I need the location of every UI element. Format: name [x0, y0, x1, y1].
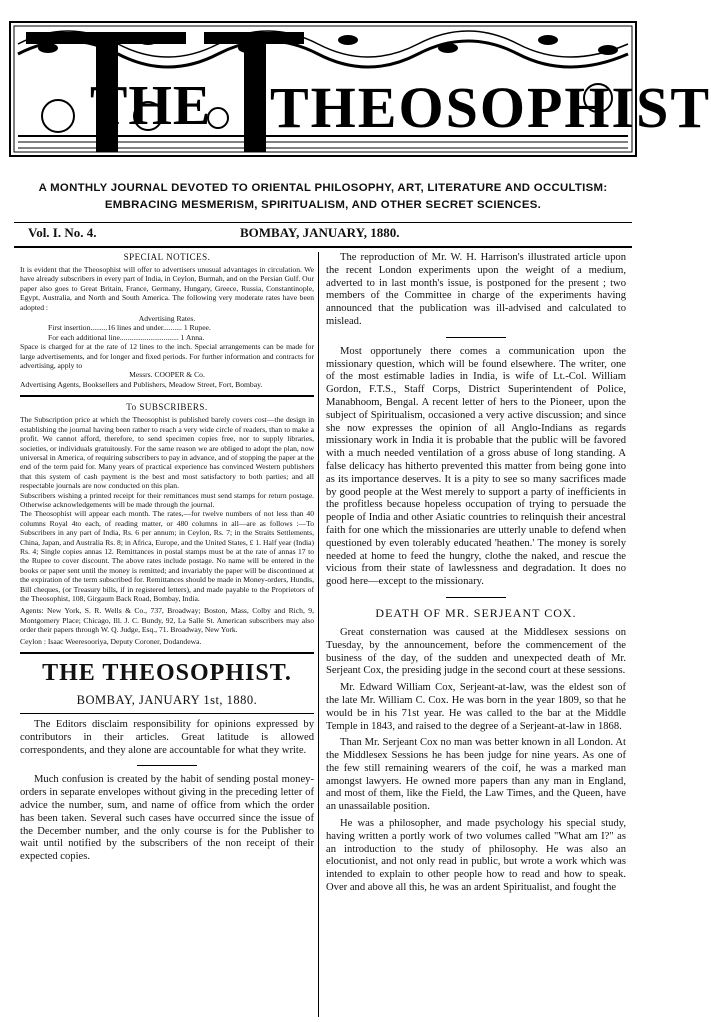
short-rule [446, 337, 506, 338]
harrison-article-note: The reproduction of Mr. W. H. Harrison's illustrated article upon the recent London experiments upon the weight of a medium, adverted to in last month's issue, is postponed for the present ; two members of the Committee in charge of the experiments having announced that the publication was ill-advised and calculated to mislead. [326, 252, 626, 327]
death-article-p4: He was a philosopher, and made psychology his special study, having written a portly work of two volumes called "What am I?" as an introduction to the study of philosophy. He was also an elocutionist, and not only read in public, but wrote a work which was intended to explain to other people how to read and how to speak. Over and above all this, he was an ardent Spiritualist, and fought the [326, 818, 626, 894]
section-separator [20, 395, 314, 397]
main-title: THE THEOSOPHIST. [42, 660, 292, 687]
section-separator [20, 652, 314, 654]
issue-place-date: BOMBAY, JANUARY, 1880. [240, 225, 400, 240]
rates-text: The Theosophist will appear each month. The rates,—for twelve numbers of not less than 40 columns Royal 4to each, of reading matter, or 480 columns in all—are as follows :—To Subscribers in any part of India, Rs. 6 per annum; in Ceylon, Rs. 7; in the Straits Settlements, China, Japan, and Australia Rs. 8; in Africa, Europe, and the United States, £ 1. Half year (India) Rs. 4; Single copies annas 12. Remittances in postal stamps must be at the rate of annas 17 to the Rupee to cover discount. The above rates include postage. No name will be entered in the books or paper sent until the money is remitted; and invariably the paper will be discontinued at the expiration of the term subscribed for. Remittances should be made in Money-orders, Hundis, Bill cheques, (or Treasury bills, if in registered letters), and made payable to the Proprietors of the Theosophist, 108, Girgaum Back Road, Bombay, India. [20, 509, 314, 603]
top-rule [14, 222, 632, 223]
short-rule [446, 597, 506, 598]
column-divider [318, 252, 319, 1017]
masthead [8, 8, 711, 168]
rate-first-insertion: First insertion.........16 lines and under.......... 1 Rupee. [48, 323, 211, 333]
editors-disclaimer: The Editors disclaim responsibility for opinions expressed by contributors in their articles. Great latitude is allowed correspondents, and they alone are accountable for what they write. [20, 719, 314, 756]
advertising-rates-title: Advertising Rates. [138, 314, 196, 324]
issue-line [28, 225, 624, 245]
space-charge-text: Space is charged for at the rate of 12 lines to the inch. Special arrangements can be made for large advertisements, and for longer and fixed periods. For further information and contracts for advertising, apply to [20, 342, 314, 371]
agents-text: Agents: New York, S. R. Wells & Co., 737, Broadway; Boston, Mass, Colby and Rich, 9, Montgomery Place; Chicago, Ill. J. C. Bundy, 92, La Salle St. American subscribers may also order their papers through W. Q. Judge, Esq., 71. Broadway, New York. [20, 606, 314, 635]
advertising-agent-address: Advertising Agents, Booksellers and Publishers, Meadow Street, Fort, Bombay. [20, 379, 263, 389]
short-rule [137, 765, 197, 766]
receipt-text: Subscribers wishing a printed receipt for their remittances must send stamps for return postage. Otherwise acknowledgements will be made through the journal. [20, 490, 314, 509]
death-article-title: DEATH OF MR. SERJEANT COX. [375, 605, 577, 620]
subscription-price-text: The Subscription price at which the Theosophist is published barely covers cost—the design in establishing the journal having been rather to reach a very wide circle of readers, than to make a profit. We cannot afford, therefore, to send specimen copies free, nor to supply libraries, societies, or individuals gratuitously. For the same reason we are obliged to adopt the plan, now universal in America, of requiring subscribers to pay in advance, and of stopping the paper at the end of the term paid for. Many years of practical experience has convinced Western publishers that this system of cash payment is the best and most satisfactory to both parties; and all respectable journals are now conducted on this plan. [20, 415, 314, 491]
left-column [20, 252, 314, 868]
volume-number: Vol. I. No. 4. [28, 225, 97, 240]
masthead-the: THE [90, 75, 212, 137]
subscribers-title: To SUBSCRIBERS. [126, 402, 208, 413]
masthead-title: THEOSOPHIST [270, 75, 711, 140]
main-dateline: BOMBAY, JANUARY 1st, 1880. [76, 693, 258, 708]
advertising-agent-name: Messrs. COOPER & Co. [129, 370, 205, 380]
journal-subtitle: A MONTHLY JOURNAL DEVOTED TO ORIENTAL PHILOSOPHY, ART, LITERATURE AND OCCULTISM: EMBRACING MESMERISM, SPIRITUALISM, AND OTHER SECRET SCIENCES. [38, 182, 608, 211]
special-notices-text: It is evident that the Theosophist will offer to advertisers unusual advantages in circulation. We have already subscribers in every part of India, in Ceylon, Burmah, and on the Persian Gulf. Our paper also goes to Great Britain, France, Germany, Hungary, Greece, Russia, Constantinople, Egypt, Australia, and North and South America. The following very moderate rates have been adopted : [20, 265, 314, 312]
death-article-p3: Than Mr. Serjeant Cox no man was better known in all London. At the Middlesex Sessions he has been judge for nine years. As one of the few still remaining wearers of the coif, he was a marked man amongst lawyers. He owned more papers than any man in England, and most of them, like the Field, the Law Times, and the Queen, have an unassailable position. [326, 737, 626, 813]
header-rule [14, 246, 632, 248]
rate-additional-line: For each additional line............................... 1 Anna. [48, 332, 205, 342]
missionary-question-article: Most opportunely there comes a communication upon the missionary question, which will be found elsewhere. The writer, one of the most estimable ladies in India, is wife of Lt.-Col. William Gordon, F.T.S., Staff Corps, District Superintendent of Police, Manabhoom, Bengal. A recent letter of hers to the Pioneer, upon the subject of Spiritualism, occasioned a very active discussion; and since she now expresses the opinion of all Anglo-Indians as regards missionary work in India it is probable that the public will be favored with a much needed ventilation of a gross abuse of long standing. A false delicacy has hitherto prevented this matter from being gone into as its importance deserves. It is a pity to see so many sacrifices made by good people at the West merely to support a party of inefficients in the profitless because hopeless occupation of trying to persuade the people of India and other Asiatic countries to relinquish their ancestral faith for one which the missionaries are utterly unable to defend when questioned by even tolerably educated 'heathen.' The money is sorely needed at home to feed the hungry, clothe the naked, and rescue the vicious from their state of lawlessness and degradation. It does no good here—except to the missionary. [326, 345, 626, 588]
right-column [326, 252, 626, 899]
special-notices-title: SPECIAL NOTICES. [123, 252, 211, 262]
money-order-notice: Much confusion is created by the habit of sending postal money-orders in separate envelopes without giving in the preceding letter of advice the number, sum, and name of office from which the order has been taken. Several such cases have occurred since the issue of the December number, and the only course is for the Publisher to wait until notified by the subscribers of the non receipt of their expected copies. [20, 774, 314, 863]
dateline-rule [20, 713, 314, 714]
death-article-p1: Great consternation was caused at the Middlesex sessions on Tuesday, by the announcement, before the commencement of the business of the day, of the sudden and unexpected death of Mr. Serjeant Cox, the presiding judge in the second court at these sessions. [326, 626, 626, 677]
ceylon-agent-text: Ceylon : Isaac Weeresooriya, Deputy Coroner, Dodandewa. [20, 636, 202, 646]
death-article-p2: Mr. Edward William Cox, Serjeant-at-law, was the eldest son of the late Mr. William C. Cox. He was born in the year 1809, so that he would be in his 71st year. He was called to the bar at the Middle Temple in 1843, and raised to the degree of a Serjeant-at-law in 1868. [326, 682, 626, 732]
